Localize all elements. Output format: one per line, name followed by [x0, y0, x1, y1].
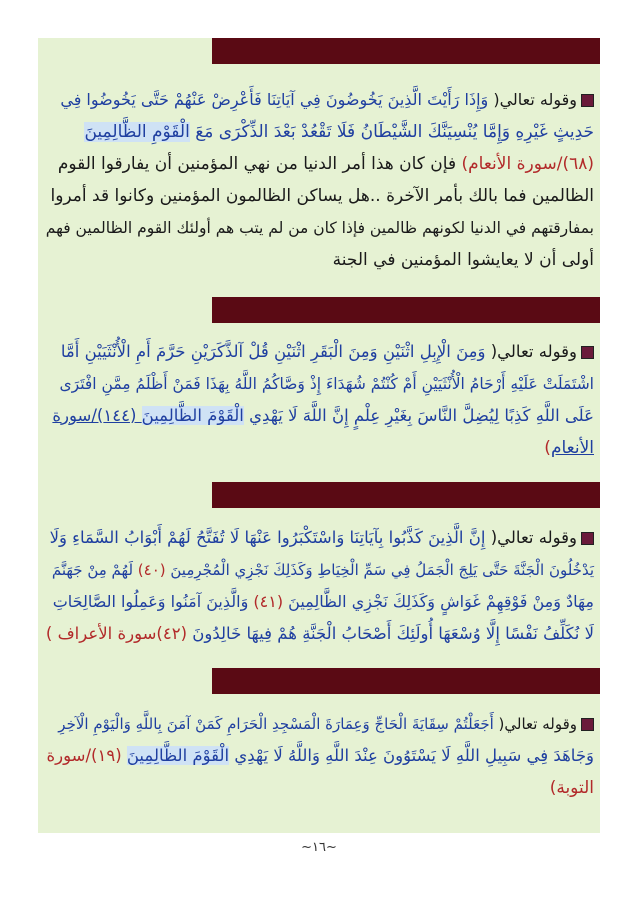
- bullet-icon: [581, 346, 594, 359]
- section-header-bar: [212, 482, 600, 508]
- section-header-bar: [212, 38, 600, 64]
- bullet-icon: [581, 718, 594, 731]
- text-line: وقوله تعالي( وَإِذَا رَأَيْتَ الَّذِينَ يَخُوضُونَ فِي آيَاتِنَا فَأَعْرِضْ عَنْهُمْ حَتَّى يَخُوضُوا فِي: [60, 88, 594, 112]
- bullet-icon: [581, 94, 594, 107]
- text-line: بمفارقتهم في الدنيا لكونهم ظالمين فإذا كان من لم يتب هم أولئك القوم الظالمين فهم: [45, 219, 594, 237]
- text-line: عَلَى اللَّهِ كَذِبًا لِيُضِلَّ النَّاسَ بِغَيْرِ عِلْمٍ إِنَّ اللَّهَ لَا يَهْدِي الْقَوْمَ الظَّالِمِينَ (١٤٤)/سورة: [52, 406, 594, 425]
- text-line: وَجَاهَدَ فِي سَبِيلِ اللَّهِ لَا يَسْتَوُونَ عِنْدَ اللَّهِ وَاللَّهُ لَا يَهْدِي الْقَوْمَ الظَّالِمِينَ (١٩)/سورة: [46, 746, 594, 765]
- text-line: اشْتَمَلَتْ عَلَيْهِ أَرْحَامُ الْأُنْثَيَيْنِ أَمْ كُنْتُمْ شُهَدَاءَ إِذْ وَصَّاكُمُ اللَّهُ بِهَذَا فَمَنْ أَظْلَمُ مِمَّنِ افْتَرَى: [59, 375, 594, 393]
- text-line: لَا نُكَلِّفُ نَفْسًا إِلَّا وُسْعَهَا أُولَئِكَ أَصْحَابُ الْجَنَّةِ هُمْ فِيهَا خَالِدُونَ (٤٢)سورة الأعراف ): [45, 624, 594, 643]
- text-line: مِهَادٌ وَمِنْ فَوْقِهِمْ غَوَاشٍ وَكَذَلِكَ نَجْزِي الظَّالِمِينَ (٤١) وَالَّذِينَ آمَنُوا وَعَمِلُوا الصَّالِحَاتِ: [52, 592, 594, 611]
- page-number: ~١٦~: [301, 840, 337, 855]
- text-line: وقوله تعالي( أَجَعَلْتُمْ سِقَايَةَ الْحَاجِّ وَعِمَارَةَ الْمَسْجِدِ الْحَرَامِ كَمَنْ آمَنَ بِاللَّهِ وَالْيَوْمِ الْآخِرِ: [58, 712, 594, 736]
- text-line: يَدْخُلُونَ الْجَنَّةَ حَتَّى يَلِجَ الْجَمَلُ فِي سَمِّ الْخِيَاطِ وَكَذَلِكَ نَجْزِي الْمُجْرِمِينَ (٤٠) لَهُمْ مِنْ جَهَنَّمَ: [51, 561, 594, 579]
- text-line: التوبة): [549, 778, 594, 798]
- text-line: حَدِيثٍ غَيْرِهِ وَإِمَّا يُنْسِيَنَّكَ الشَّيْطَانُ فَلَا تَقْعُدْ بَعْدَ الذِّكْرَى مَعَ الْقَوْمِ الظَّالِمِينَ: [84, 122, 594, 142]
- section-header-bar: [212, 297, 600, 323]
- surah-link[interactable]: (١٤٤)/سورة: [52, 406, 142, 425]
- surah-link[interactable]: الأنعام: [550, 438, 594, 458]
- text-line: وقوله تعالي( إِنَّ الَّذِينَ كَذَّبُوا بِآيَاتِنَا وَاسْتَكْبَرُوا عَنْهَا لَا تُفَتَّحُ لَهُمْ أَبْوَابُ السَّمَاءِ وَلَا: [50, 526, 594, 550]
- section-header-bar: [212, 668, 600, 694]
- text-line: الأنعام): [544, 438, 594, 458]
- text-line: الظالمين فما بالك بأمر الآخرة ..هل يساكن الظالمون المؤمنين وكانوا قد أمروا: [50, 186, 594, 206]
- text-line: أولى أن لا يعايشوا المؤمنين في الجنة: [332, 250, 594, 270]
- bullet-icon: [581, 532, 594, 545]
- text-line: (٦٨)/سورة الأنعام) فإن كان هذا أمر الدنيا من نهي المؤمنين أن يفارقوا القوم: [57, 154, 594, 174]
- text-line: وقوله تعالي( وَمِنَ الْإِبِلِ اثْنَيْنِ وَمِنَ الْبَقَرِ اثْنَيْنِ قُلْ آلذَّكَرَيْنِ حَرَّمَ أَمِ الْأُنْثَيَيْنِ أَمَّا: [61, 340, 594, 364]
